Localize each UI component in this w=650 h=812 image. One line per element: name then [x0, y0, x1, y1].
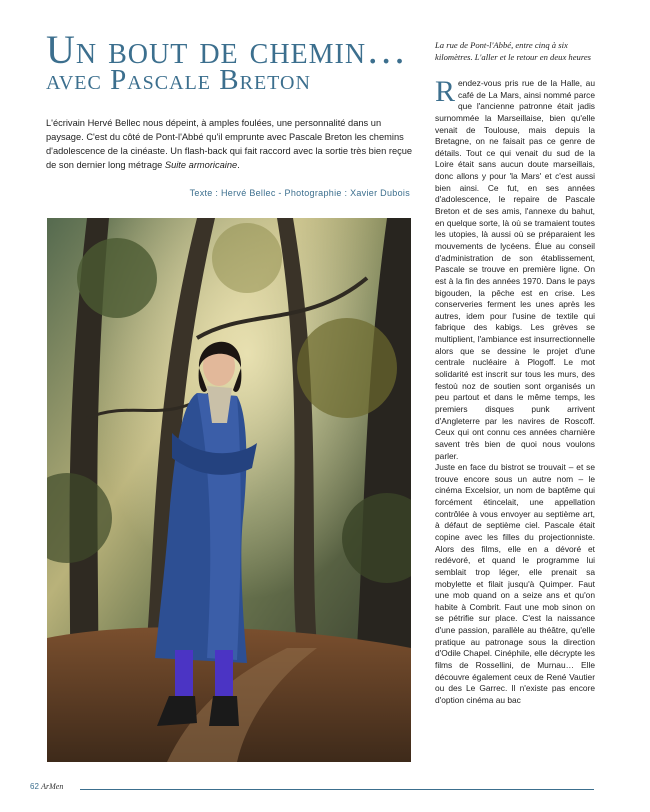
lead-end: .: [237, 160, 240, 170]
film-title: Suite armoricaine: [164, 160, 238, 170]
magazine-name: ArMen: [41, 782, 64, 791]
lead-text: L'écrivain Hervé Bellec nous dépeint, à amples foulées, une personnalité dans un paysage. C'est du côté de Pont-l'Abbé qu'il emprunte avec Pascale Breton les chemins d'adolescence de la cinéaste. Un flash-back qui fait raccord avec la sortie très bien reçue de son dernier long métrage: [46, 118, 413, 170]
footer-rule: [80, 789, 594, 790]
title-line-1: Un bout de chemin…: [46, 27, 408, 72]
title-line-2: avec Pascale Breton: [46, 64, 311, 96]
article-body: [435, 78, 595, 768]
paragraph-1: [435, 78, 595, 462]
page-number: 62: [30, 782, 39, 791]
article-lead: [46, 116, 414, 172]
portrait-photo: [47, 218, 411, 762]
paragraph-2: Juste en face du bistrot se trouvait – et se trouve encore sous un autre nom – le cinéma Excelsior, un nom de baptême qui forcément étincelait, une appellation contrôlée à vous envoyer au septième art, à défaut de septième ciel. Pascale était copine avec les filles du projectionniste. Alors des films, elle en a dévoré et redévoré, et quand le programme lui semblait trop léger, elle prenait sa mobylette et filait jusqu'à Quimper. Faut une mob quand on a seize ans et qu'on habite à Combrit. Faut une mob sinon on se pétrifie sur place. C'est la naissance d'une passion, parallèle au théâtre, qu'elle pratique au patronage sous la direction d'Odile Chapel. Cinéphile, elle décrypte les films de Rossellini, de Murnau… Elle découvre également ceux de René Vautier ou des Le Garrec. Il n'existe pas encore d'option cinéma au bac: [435, 462, 595, 705]
article-title: [46, 27, 416, 98]
paragraph-1-text: endez-vous pris rue de la Halle, au café de La Mars, ainsi nommé parce que l'ancienne patronne était jadis surnommée la Marseillaise, bien qu'elle venait de Toulouse, mais depuis la Bretagne, on ne faisait pas ce genre de détails. Tout ce qui venait du sud de la Loire était sans aucun doute marseillais, donc allons y pour 'la Mars' et c'est aussi bien ainsi. Ce fut, en ses années d'adolescence, le repaire de Pascale Breton et de ses amis, l'annexe du bahut, en quelque sorte, là où se tramaient toutes les utopies, là aussi où se préparaient les mouvements de lycéens. Élue au conseil d'administration de son établissement, Pascale se trouve en première ligne. On est à la fin des années 1970. Dans le pays bigouden, la pêche est en crise. Les conserveries ferment les unes après les autres, idem pour l'usine de textile qui fabrique des kabigs. Les grèves se multiplient, l'ambiance est insurrectionnelle alors que se dessine le projet d'une centrale nucléaire à Plogoff. Le mot solidarité est inscrit sur tous les murs, des festoù noz de soutien sont organisés un peu partout et dans le même temps, les premiers disques punk arrivent d'Angleterre par les navires de Roscoff. Ceux qui ont connu ces années charnière savent très bien de quoi nous voulons parler.: [435, 78, 595, 461]
drop-cap: R: [435, 78, 456, 108]
page-footer: [30, 782, 67, 791]
photo-caption: La rue de Pont-l'Abbé, entre cinq à six kilomètres. L'aller et le retour en deux heures: [435, 40, 592, 62]
credits-line: Texte : Hervé Bellec - Photographie : Xavier Dubois: [189, 188, 410, 198]
